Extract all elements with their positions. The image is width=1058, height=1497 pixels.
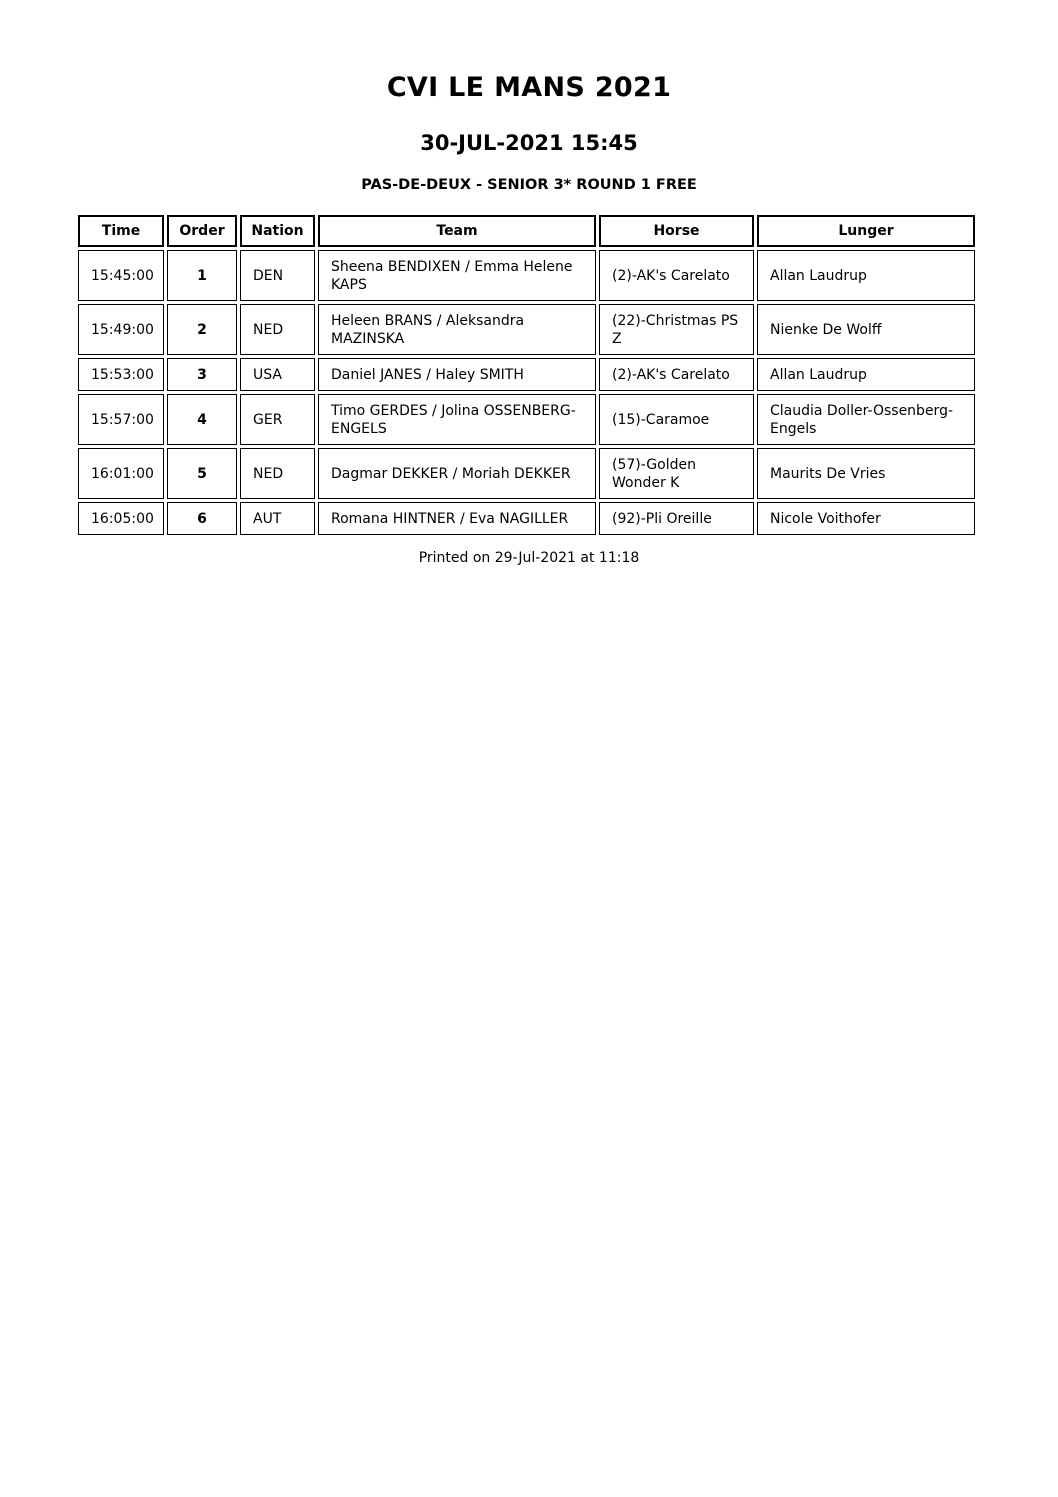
team-cell: Timo GERDES / Jolina OSSENBERG-ENGELS (318, 394, 596, 445)
table-row (78, 304, 975, 355)
column-header-order: Order (167, 215, 237, 247)
horse-cell: (2)-AK's Carelato (599, 250, 754, 301)
team-cell: Daniel JANES / Haley SMITH (318, 358, 596, 391)
nation-cell: NED (240, 304, 315, 355)
horse-cell: (15)-Caramoe (599, 394, 754, 445)
time-cell: 15:45:00 (78, 250, 164, 301)
column-header-horse: Horse (599, 215, 754, 247)
lunger-cell: Maurits De Vries (757, 448, 975, 499)
time-cell: 16:01:00 (78, 448, 164, 499)
time-cell: 16:05:00 (78, 502, 164, 535)
horse-cell: (57)-Golden Wonder K (599, 448, 754, 499)
column-header-time: Time (78, 215, 164, 247)
column-header-team: Team (318, 215, 596, 247)
nation-cell: USA (240, 358, 315, 391)
nation-cell: NED (240, 448, 315, 499)
horse-cell: (2)-AK's Carelato (599, 358, 754, 391)
order-cell: 4 (167, 394, 237, 445)
horse-cell: (92)-Pli Oreille (599, 502, 754, 535)
order-cell: 2 (167, 304, 237, 355)
column-header-lunger: Lunger (757, 215, 975, 247)
nation-cell: AUT (240, 502, 315, 535)
horse-cell: (22)-Christmas PS Z (599, 304, 754, 355)
table-row (78, 358, 975, 391)
document-title: CVI LE MANS 2021 (386, 72, 672, 103)
start-list-table (75, 212, 978, 538)
table-row (78, 250, 975, 301)
order-cell: 5 (167, 448, 237, 499)
nation-cell: DEN (240, 250, 315, 301)
time-cell: 15:53:00 (78, 358, 164, 391)
table-row (78, 502, 975, 535)
competition-name: PAS-DE-DEUX - SENIOR 3* ROUND 1 FREE (361, 177, 697, 193)
lunger-cell: Claudia Doller-Ossenberg-Engels (757, 394, 975, 445)
lunger-cell: Nienke De Wolff (757, 304, 975, 355)
team-cell: Romana HINTNER / Eva NAGILLER (318, 502, 596, 535)
time-cell: 15:49:00 (78, 304, 164, 355)
column-header-nation: Nation (240, 215, 315, 247)
nation-cell: GER (240, 394, 315, 445)
table-header-row (78, 215, 975, 247)
order-cell: 1 (167, 250, 237, 301)
lunger-cell: Nicole Voithofer (757, 502, 975, 535)
printed-timestamp: Printed on 29-Jul-2021 at 11:18 (418, 550, 640, 566)
lunger-cell: Allan Laudrup (757, 358, 975, 391)
lunger-cell: Allan Laudrup (757, 250, 975, 301)
event-date: 30-JUL-2021 15:45 (420, 131, 638, 155)
table-row (78, 448, 975, 499)
order-cell: 6 (167, 502, 237, 535)
order-cell: 3 (167, 358, 237, 391)
time-cell: 15:57:00 (78, 394, 164, 445)
team-cell: Heleen BRANS / Aleksandra MAZINSKA (318, 304, 596, 355)
table-row (78, 394, 975, 445)
team-cell: Sheena BENDIXEN / Emma Helene KAPS (318, 250, 596, 301)
team-cell: Dagmar DEKKER / Moriah DEKKER (318, 448, 596, 499)
